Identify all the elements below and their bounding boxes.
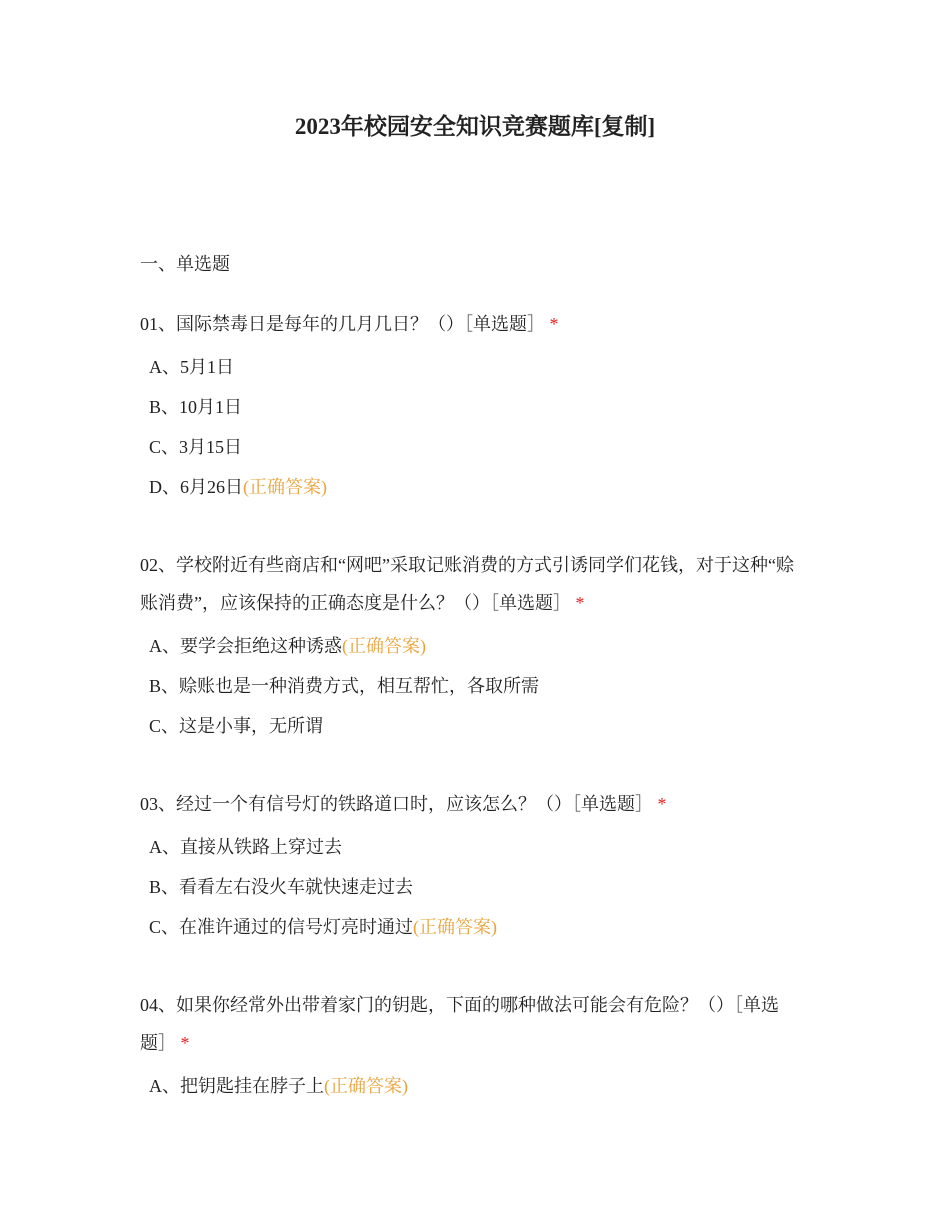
question-text	[140, 305, 810, 343]
option-item[interactable]	[140, 427, 810, 467]
question-block	[140, 785, 810, 947]
option-text: B、赊账也是一种消费方式，相互帮忙，各取所需	[149, 676, 540, 696]
option-item[interactable]	[140, 1066, 810, 1106]
option-item[interactable]	[140, 867, 810, 907]
correct-answer-tag: (正确答案)	[413, 917, 498, 937]
option-text: A、直接从铁路上穿过去	[149, 837, 342, 857]
option-item[interactable]	[140, 626, 810, 666]
option-list	[140, 827, 810, 947]
document-title: 2023年校园安全知识竞赛题库[复制]	[294, 114, 656, 139]
option-item[interactable]	[140, 347, 810, 387]
correct-answer-tag: (正确答案)	[342, 636, 426, 656]
question-block	[140, 546, 810, 746]
question-block	[140, 986, 810, 1106]
question-stem: 04、如果你经常外出带着家门的钥匙，下面的哪种做法可能会有危险？（）［单选题］	[140, 995, 779, 1053]
option-text: D、6月26日	[149, 477, 243, 497]
option-text: A、把钥匙挂在脖子上	[149, 1076, 324, 1096]
option-item[interactable]	[140, 827, 810, 867]
option-list	[140, 347, 810, 507]
option-text: A、要学会拒绝这种诱惑	[149, 636, 342, 656]
option-list	[140, 1066, 810, 1106]
option-text: B、看看左右没火车就快速走过去	[149, 877, 414, 897]
question-text	[140, 785, 810, 823]
option-list	[140, 626, 810, 746]
option-item[interactable]	[140, 387, 810, 427]
required-mark: *	[180, 1033, 190, 1053]
question-stem: 02、学校附近有些商店和“网吧”采取记账消费的方式引诱同学们花钱，对于这种“赊账消费”，应该保持的正确态度是什么？（）［单选题］	[140, 555, 794, 613]
option-text: A、5月1日	[149, 357, 234, 377]
question-stem: 03、经过一个有信号灯的铁路道口时，应该怎么？（）［单选题］	[140, 794, 653, 814]
option-text: B、10月1日	[149, 397, 243, 417]
option-text: C、在准许通过的信号灯亮时通过	[149, 917, 414, 937]
option-text: C、3月15日	[149, 437, 243, 457]
option-item[interactable]	[140, 467, 810, 507]
correct-answer-tag: (正确答案)	[243, 477, 327, 497]
option-text: C、这是小事，无所谓	[149, 716, 324, 736]
option-item[interactable]	[140, 666, 810, 706]
question-text	[140, 546, 810, 622]
correct-answer-tag: (正确答案)	[324, 1076, 408, 1096]
required-mark: *	[575, 593, 585, 613]
required-mark: *	[549, 314, 559, 334]
option-item[interactable]	[140, 706, 810, 746]
required-mark: *	[657, 794, 667, 814]
question-block	[140, 305, 810, 507]
section-heading: 一、单选题	[140, 254, 230, 274]
option-item[interactable]	[140, 907, 810, 947]
question-text	[140, 986, 810, 1062]
question-stem: 01、国际禁毒日是每年的几月几日？（）［单选题］	[140, 314, 545, 334]
